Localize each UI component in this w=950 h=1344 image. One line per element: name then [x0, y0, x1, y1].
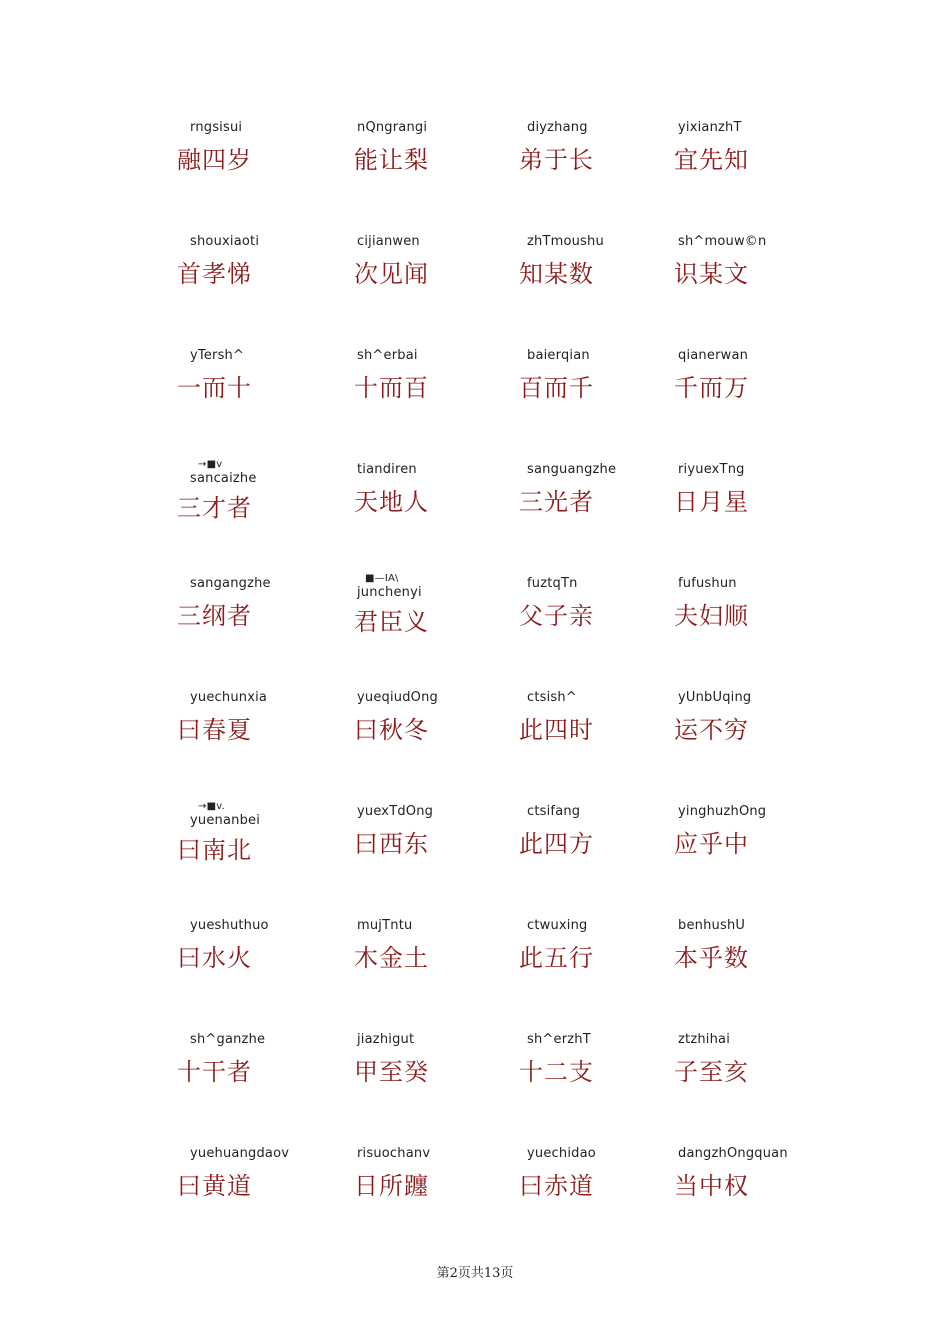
- hanzi-line: 父子亲: [519, 602, 594, 630]
- pinyin-line: [527, 918, 588, 933]
- pinyin-text: sh^erbai: [357, 348, 418, 363]
- pinyin-text: benhushU: [678, 918, 746, 933]
- hanzi-line: 君臣义: [354, 608, 429, 636]
- pinyin-line: [527, 1032, 591, 1047]
- pinyin-text: dangzhOngquan: [678, 1146, 788, 1161]
- pinyin-text: yuehuangdaov: [190, 1146, 290, 1161]
- pinyin-text: sh^mouw©n: [678, 234, 767, 249]
- pinyin-text: yueshuthuo: [190, 918, 269, 933]
- hanzi-line: 木金土: [354, 944, 429, 972]
- hanzi-line: 甲至癸: [354, 1058, 429, 1086]
- pinyin-text: ctsish^: [527, 690, 577, 705]
- pinyin-line: [357, 918, 412, 933]
- pinyin-text: diyzhang: [527, 120, 588, 135]
- hanzi-line: 融四岁: [177, 146, 252, 174]
- pinyin-text: sancaizhe: [190, 471, 257, 486]
- pinyin-text: ctsifang: [527, 804, 581, 819]
- pinyin-text: yUnbUqing: [678, 690, 752, 705]
- pinyin-line: [190, 576, 271, 591]
- hanzi-line: 曰秋冬: [354, 716, 429, 744]
- pinyin-text: yuexTdOng: [357, 804, 434, 819]
- hanzi-line: 本乎数: [674, 944, 749, 972]
- pinyin-mark: →■v: [198, 459, 223, 470]
- pinyin-text: yixianzhT: [678, 120, 742, 135]
- pinyin-text: cijianwen: [357, 234, 420, 249]
- hanzi-line: 宜先知: [674, 146, 749, 174]
- hanzi-line: 曰黄道: [177, 1172, 252, 1200]
- hanzi-line: 曰春夏: [177, 716, 252, 744]
- hanzi-line: 此四时: [519, 716, 594, 744]
- page-footer: 第2页共13页: [436, 1266, 514, 1281]
- hanzi-line: 日月星: [674, 488, 749, 516]
- pinyin-line: [357, 573, 422, 600]
- hanzi-line: 此四方: [519, 830, 594, 858]
- pinyin-text: fuztqTn: [527, 576, 578, 591]
- pinyin-line: [357, 1146, 430, 1161]
- pinyin-text: mujTntu: [357, 918, 413, 933]
- pinyin-line: [190, 120, 242, 135]
- pinyin-text: riyuexTng: [678, 462, 745, 477]
- pinyin-mark: →■v.: [198, 801, 225, 812]
- pinyin-line: [678, 462, 745, 477]
- pinyin-text: rngsisui: [190, 120, 243, 135]
- hanzi-line: 当中权: [674, 1172, 749, 1200]
- pinyin-text: yuechidao: [527, 1146, 596, 1161]
- hanzi-line: 曰赤道: [519, 1172, 594, 1200]
- pinyin-text: yuenanbei: [190, 813, 261, 828]
- hanzi-line: 十而百: [354, 374, 429, 402]
- pinyin-line: [527, 576, 578, 591]
- hanzi-line: 三才者: [177, 494, 252, 522]
- pinyin-line: [190, 348, 244, 363]
- hanzi-line: 此五行: [519, 944, 594, 972]
- pinyin-line: [190, 801, 261, 828]
- hanzi-line: 夫妇顺: [674, 602, 749, 630]
- pinyin-text: risuochanv: [357, 1146, 431, 1161]
- pinyin-line: [678, 234, 766, 249]
- pinyin-text: jiazhigut: [357, 1032, 415, 1047]
- hanzi-line: 运不穷: [674, 716, 749, 744]
- pinyin-text: sanguangzhe: [527, 462, 617, 477]
- pinyin-line: [678, 576, 737, 591]
- pinyin-line: [357, 348, 418, 363]
- pinyin-line: [527, 234, 604, 249]
- pinyin-line: [190, 918, 269, 933]
- pinyin-line: [357, 462, 417, 477]
- pinyin-line: [527, 462, 616, 477]
- pinyin-mark: ■—IA\: [365, 573, 399, 584]
- pinyin-text: junchenyi: [357, 585, 422, 600]
- pinyin-line: [527, 804, 580, 819]
- pinyin-text: sh^ganzhe: [190, 1032, 266, 1047]
- hanzi-line: 曰水火: [177, 944, 252, 972]
- pinyin-text: baierqian: [527, 348, 590, 363]
- hanzi-line: 日所躔: [354, 1172, 429, 1200]
- pinyin-line: [678, 1146, 788, 1161]
- pinyin-line: [357, 120, 427, 135]
- hanzi-line: 曰西东: [354, 830, 429, 858]
- hanzi-line: 三纲者: [177, 602, 252, 630]
- pinyin-text: qianerwan: [678, 348, 749, 363]
- pinyin-line: [678, 348, 748, 363]
- pinyin-text: yTersh^: [190, 348, 245, 363]
- pinyin-line: [678, 690, 751, 705]
- hanzi-line: 十二支: [519, 1058, 594, 1086]
- pinyin-text: tiandiren: [357, 462, 417, 477]
- pinyin-line: [357, 804, 433, 819]
- hanzi-line: 一而十: [177, 374, 252, 402]
- hanzi-line: 百而千: [519, 374, 594, 402]
- pinyin-line: [357, 234, 420, 249]
- pinyin-text: sangangzhe: [190, 576, 271, 591]
- pinyin-line: [357, 690, 438, 705]
- hanzi-line: 次见闻: [354, 260, 429, 288]
- pinyin-text: yueqiudOng: [357, 690, 439, 705]
- pinyin-line: [527, 120, 588, 135]
- hanzi-line: 十干者: [177, 1058, 252, 1086]
- pinyin-text: shouxiaoti: [190, 234, 260, 249]
- hanzi-line: 千而万: [674, 374, 749, 402]
- hanzi-line: 弟于长: [519, 146, 594, 174]
- pinyin-line: [190, 234, 259, 249]
- pinyin-text: ctwuxing: [527, 918, 588, 933]
- pinyin-text: zhTmoushu: [527, 234, 604, 249]
- hanzi-line: 曰南北: [177, 836, 252, 864]
- pinyin-line: [190, 1032, 265, 1047]
- hanzi-line: 识某文: [674, 260, 749, 288]
- pinyin-line: [678, 804, 766, 819]
- pinyin-line: [527, 690, 577, 705]
- pinyin-line: [527, 348, 590, 363]
- pinyin-line: [527, 1146, 596, 1161]
- pinyin-text: ztzhihai: [678, 1032, 731, 1047]
- hanzi-line: 能让梨: [354, 146, 429, 174]
- pinyin-text: sh^erzhT: [527, 1032, 591, 1047]
- pinyin-line: [190, 690, 267, 705]
- hanzi-line: 知某数: [519, 260, 594, 288]
- hanzi-line: 首孝悌: [177, 260, 252, 288]
- pinyin-text: yinghuzhOng: [678, 804, 767, 819]
- pinyin-line: [678, 918, 745, 933]
- pinyin-text: nQngrangi: [357, 120, 428, 135]
- pinyin-line: [190, 1146, 289, 1161]
- hanzi-line: 应乎中: [674, 830, 749, 858]
- pinyin-line: [678, 1032, 730, 1047]
- pinyin-line: [357, 1032, 414, 1047]
- hanzi-line: 天地人: [354, 488, 429, 516]
- hanzi-line: 子至亥: [674, 1058, 749, 1086]
- pinyin-line: [678, 120, 742, 135]
- hanzi-line: 三光者: [519, 488, 594, 516]
- pinyin-line: [190, 459, 257, 486]
- pinyin-text: fufushun: [678, 576, 737, 591]
- pinyin-text: yuechunxia: [190, 690, 268, 705]
